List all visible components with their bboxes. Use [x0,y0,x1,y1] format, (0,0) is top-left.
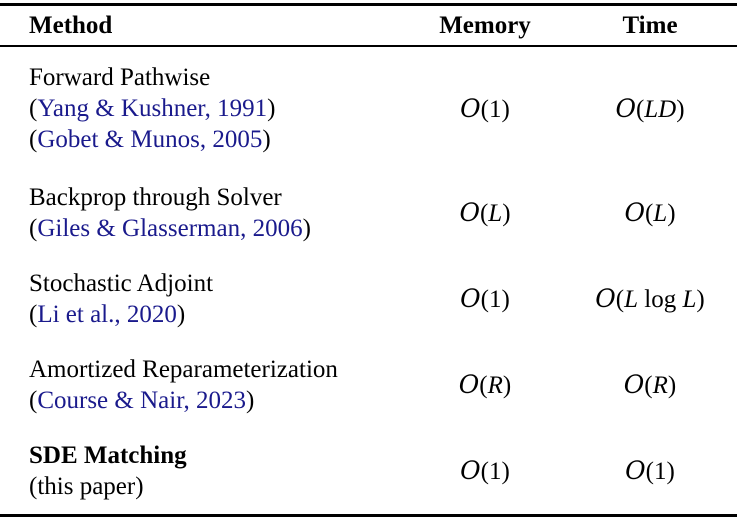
memory-complexity [407,94,563,124]
text-segment: ( [29,126,38,153]
text-segment: O [458,370,480,399]
method-line [29,93,407,124]
text-segment: ( [29,95,38,122]
method-line [29,471,407,502]
text-segment: O [460,93,481,123]
text-segment: ) [667,200,676,227]
memory-complexity [407,198,563,228]
memory-complexity [407,284,563,314]
text-segment: ( [635,95,645,123]
citation-link[interactable]: Yang & Kushner, 1991 [37,95,268,122]
method-line [29,440,407,471]
text-segment: ) [246,387,255,414]
text-segment: ) [502,200,511,227]
text-segment: L [624,286,639,313]
method-line [29,268,407,299]
text-segment: O [615,93,636,123]
header-time: Time [622,11,678,39]
bottom-rule [0,514,737,517]
text-segment: ( [479,372,488,399]
time-complexity [563,284,737,314]
memory-complexity [407,370,563,400]
table-row [0,428,737,514]
method-cell [0,354,407,416]
method-line [29,124,407,155]
citation-link[interactable]: Li et al., 2020 [37,301,177,328]
text-segment: (1) [480,458,510,485]
text-segment: O [625,456,646,485]
text-segment: O [460,284,481,313]
table-row [0,256,737,342]
time-complexity [563,94,737,124]
text-segment: (this paper) [29,473,144,500]
table-header [0,6,737,45]
method-line [29,213,407,244]
table-row [0,342,737,428]
method-line [29,182,407,213]
text-segment: ( [479,200,489,227]
memory-complexity [407,456,563,486]
text-segment: ) [696,286,705,313]
text-segment: ) [302,215,311,242]
text-segment: Forward Pathwise [29,64,211,91]
text-segment: ( [29,301,38,328]
header-memory: Memory [439,11,531,39]
text-segment: O [595,284,616,313]
text-segment: ) [502,372,512,399]
text-segment: ( [29,387,38,414]
text-segment: Amortized Reparameterization [29,356,338,383]
citation-link[interactable]: Giles & Glasserman, 2006 [37,215,303,242]
method-cell [0,62,407,155]
text-segment: (1) [480,286,510,313]
table-row [0,170,737,256]
method-line [29,299,407,330]
text-segment: ( [29,215,38,242]
text-segment: R [487,372,503,399]
text-segment: O [459,198,480,227]
citation-link[interactable]: Course & Nair, 2023 [37,387,247,414]
text-segment: L [488,200,503,227]
method-cell [0,182,407,244]
text-segment: ( [644,200,654,227]
table-body [0,47,737,514]
method-cell [0,440,407,502]
text-segment: Stochastic Adjoint [29,270,214,297]
time-complexity [563,456,737,486]
text-segment: ( [644,372,653,399]
method-line [29,62,407,93]
method-cell [0,268,407,330]
method-line [29,354,407,385]
text-segment: ) [267,95,276,122]
text-segment: ) [676,95,685,123]
text-segment: ) [667,372,677,399]
text-segment: O [460,456,481,485]
text-segment: Backprop through Solver [29,184,282,211]
text-segment: L [653,200,668,227]
text-segment: (1) [480,95,510,123]
text-segment: log [638,286,683,313]
text-segment: L [682,286,697,313]
text-segment: ) [176,301,186,328]
text-segment: O [623,370,645,399]
header-method: Method [29,11,113,39]
citation-link[interactable]: Gobet & Munos, 2005 [37,126,263,153]
text-segment: O [624,198,645,227]
text-segment: ) [262,126,271,153]
text-segment: SDE Matching [29,442,187,469]
text-segment: LD [644,95,677,123]
table-row [0,47,737,170]
time-complexity [563,198,737,228]
time-complexity [563,370,737,400]
text-segment: (1) [645,458,675,485]
text-segment: ( [615,286,625,313]
method-line [29,385,407,416]
text-segment: R [652,372,668,399]
